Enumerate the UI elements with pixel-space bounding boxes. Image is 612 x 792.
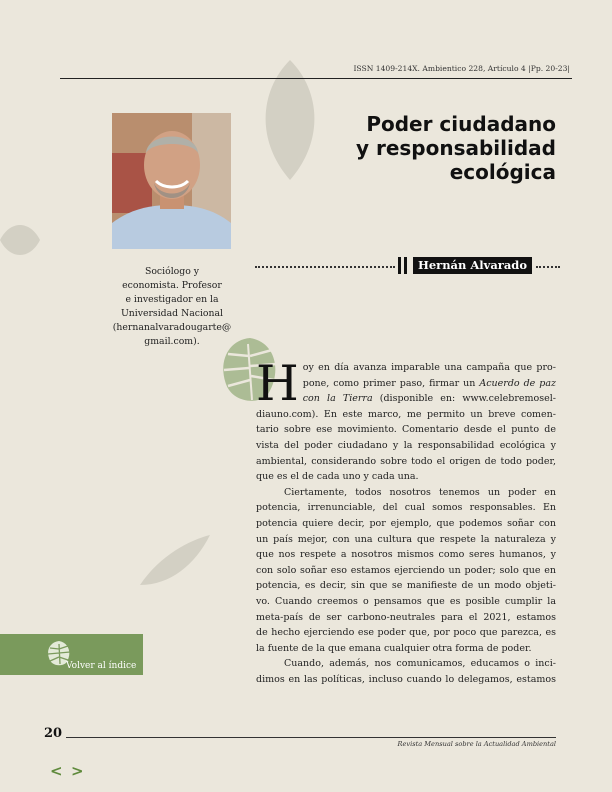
body-line: potencia quiere decir, por ejemplo, que podemos soñar con <box>256 517 556 529</box>
dotted-rule <box>536 266 560 268</box>
body-line: ambiental, considerando sobre todo el origen de todo poder, <box>256 455 556 467</box>
bio-line: (hernanalvaradougarte@ <box>112 322 232 333</box>
body-line: diauno.com). En este marco, me permito un breve comen- <box>256 408 556 420</box>
italic-phrase: con la Tierra <box>302 393 373 405</box>
body-line: vista del poder ciudadano y la responsabilidad ecológica y <box>256 439 556 451</box>
author-photo <box>112 113 231 249</box>
body-line: con solo soñar eso estamos ejerciendo un poder; solo que en <box>256 564 556 576</box>
body-line: vo. Cuando creemos o pensamos que es posible cumplir la <box>256 595 556 607</box>
page-number: 20 <box>44 726 63 741</box>
body-line: oy en día avanza imparable una campaña que pro- <box>302 362 556 373</box>
italic-phrase: Acuerdo de paz <box>479 377 556 389</box>
body-line: meta-país de ser carbono-neutrales para el 2021, estamos <box>256 611 556 623</box>
body-line: dimos en las políticas, incluso cuando lo delegamos, estamos <box>256 673 556 685</box>
title-line: Poder ciudadano <box>366 112 556 136</box>
article-body-cont <box>256 407 556 688</box>
dotted-rule <box>255 266 395 268</box>
body-line: un país mejor, con una cultura que respete la naturaleza y <box>256 533 556 545</box>
article-title <box>256 112 556 184</box>
body-line: de hecho ejerciendo ese poder que, por poco que parezca, es <box>256 627 556 639</box>
background-leaf-icon <box>0 220 40 260</box>
bio-line: Universidad Nacional <box>120 308 224 319</box>
bio-line: e investigador en la <box>125 294 219 305</box>
next-page-button[interactable]: > <box>71 762 84 780</box>
article-body <box>256 355 556 412</box>
body-line: pone, como primer paso, firmar un Acuerdo de paz <box>302 377 556 389</box>
author-bio <box>110 265 234 349</box>
body-line: tario sobre ese movimiento. Comentario desde el punto de <box>256 424 556 436</box>
body-line: la fuente de la que emana cualquier otra forma de poder. <box>256 642 532 654</box>
background-leaf-icon <box>140 535 210 595</box>
back-to-index-link[interactable]: Volver al índice <box>66 661 137 671</box>
bio-line: economista. Profesor <box>122 280 222 291</box>
author-bars <box>398 257 410 274</box>
issn-header: ISSN 1409-214X. Ambientico 228, Artículo 4 |Pp. 20-23| <box>353 64 570 73</box>
body-line: potencia, es decir, sin que se manifieste de un modo objeti- <box>256 580 556 592</box>
footer-rule <box>66 737 556 738</box>
title-line: y responsabilidad <box>355 136 556 160</box>
body-line: que nos respete a nosotros mismos como seres humanos, y <box>256 549 556 561</box>
previous-page-button[interactable]: < <box>50 762 63 780</box>
bio-line: gmail.com). <box>144 336 200 347</box>
title-line: ecológica <box>449 160 556 184</box>
bio-line: Sociólogo y <box>144 266 200 277</box>
journal-name: Revista Mensual sobre la Actualidad Ambiental <box>397 740 556 748</box>
body-line: Cuando, además, nos comunicamos, educamos o inci- <box>284 658 556 670</box>
body-line: potencia, irrenunciable, del cual somos responsables. En <box>256 502 556 514</box>
header-rule <box>60 78 572 79</box>
body-line: Ciertamente, todos nosotros tenemos un poder en <box>284 486 556 498</box>
dropcap: H <box>256 355 299 412</box>
author-name: Hernán Alvarado <box>413 257 532 274</box>
body-line: que es el de cada uno y cada una. <box>256 471 419 483</box>
body-line: con la Tierra (disponible en: www.celebremosel- <box>302 393 556 405</box>
